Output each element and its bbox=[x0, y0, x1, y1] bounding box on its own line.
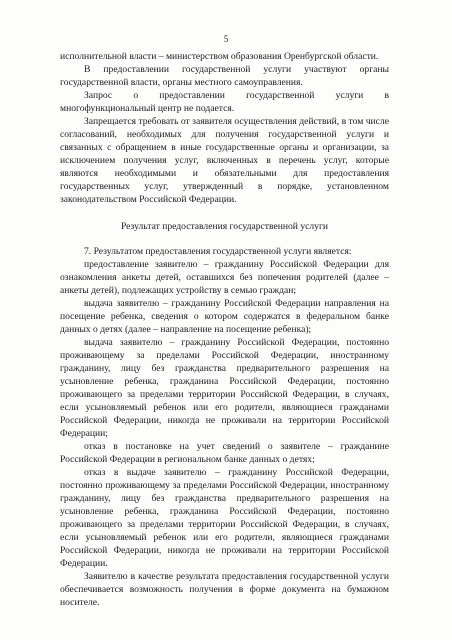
paragraph: отказ в выдаче заявителю – гражданину Российской Федерации, постоянно проживающему за пределами Российской Федерации, иностранному гражданину, лицу без гражданства предварительного разрешения на усыновление ребенка, гражданина Российской Федерации, постоянно проживающего за пределами территории Российской Федерации, в случаях, если усыновляемый ребенок или его родители, являющиеся гражданами Российской Федерации, никогда не проживали на территории Российской Федерации. bbox=[60, 467, 389, 569]
paragraph: предоставление заявителю – гражданину Российской Федерации для ознакомления анкеты детей, оставшихся без попечения родителей (далее – анкеты детей), подлежащих устройству в семью граждан; bbox=[60, 259, 389, 296]
section-heading: Результат предоставления государственной услуги bbox=[120, 221, 329, 232]
paragraph: отказ в постановке на учет сведений о заявителе – гражданине Российской Федерации в региональном банке данных о детях; bbox=[60, 441, 389, 465]
page-number: 5 bbox=[223, 34, 229, 44]
paragraph: выдача заявителю – гражданину Российской Федерации направления на посещение ребенка, сведения о котором содержатся в федеральном банке данных о детях (далее – направление на посещение ребенка); bbox=[60, 298, 389, 335]
paragraph: Запрос о предоставлении государственной услуги в многофункциональный центр не подается. bbox=[60, 90, 389, 114]
paragraph: 7. Результатом предоставления государственной услуги является: bbox=[84, 246, 352, 257]
paragraph: Запрещается требовать от заявителя осуществления действий, в том числе согласований, необходимых для получения государственной услуги и связанных с обращением в иные государственные органы и организации, за исключением получения услуг, включенных в перечень услуг, которые являются необходимыми и обязательными для предоставления государственных услуг, утвержденный в порядке, установленном законодательством Российской Федерации. bbox=[60, 116, 389, 205]
paragraph: исполнительной власти – министерством образования Оренбургской области. bbox=[60, 51, 379, 62]
paragraph: выдача заявителю – гражданину Российской Федерации, постоянно проживающему за пределами Российской Федерации, иностранному гражданину, лицу без гражданства предварительного разрешения на усыновление ребенка, гражданина Российской Федерации, постоянно проживающего за пределами территории Российской Федерации, в случаях, если усыновляемый ребенок или его родители, являющиеся гражданами Российской Федерации, никогда не проживали на территории Российской Федерации; bbox=[60, 337, 389, 439]
paragraph: В предоставлении государственной услуги участвуют органы государственной власти, органы местного самоуправления. bbox=[60, 64, 389, 88]
document-body bbox=[60, 50, 389, 609]
paragraph: Заявителю в качестве результата предоставления государственной услуги обеспечивается возможность получения в форме документа на бумажном носителе. bbox=[60, 571, 389, 608]
